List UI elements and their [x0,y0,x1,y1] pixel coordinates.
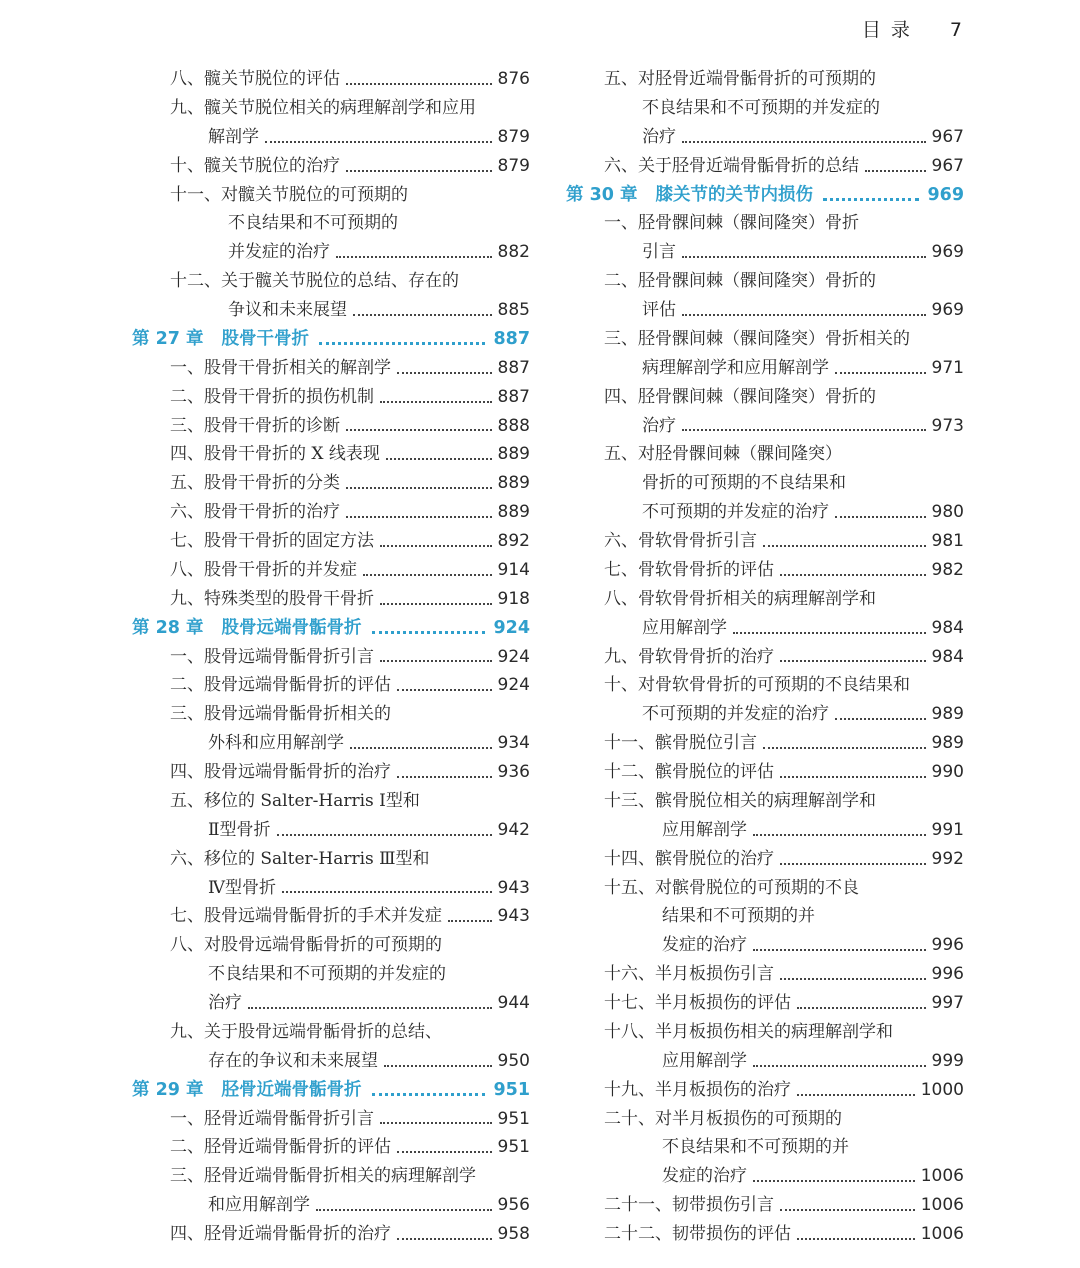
toc-entry[interactable] [566,729,964,758]
entry-title: 评估 [642,300,676,320]
entry-title: 十一、对髋关节脱位的可预期的 [170,184,408,205]
entry-title: 四、胫骨近端骨骺骨折的治疗 [170,1224,391,1244]
toc-entry[interactable] [132,729,530,758]
page-number: 999 [931,1050,964,1071]
page-number: 973 [931,415,964,436]
entry-title: 八、股骨干骨折的并发症 [170,559,357,580]
toc-entry[interactable] [132,296,530,325]
entry-title: 五、对胫骨近端骨骺骨折的可预期的 [604,69,876,89]
toc-entry[interactable] [132,1162,530,1191]
leader-dots [363,573,492,576]
entry-title: 六、股骨干骨折的治疗 [170,502,340,523]
toc-entry[interactable] [132,816,530,845]
leader-dots [780,573,926,576]
toc-entry[interactable] [132,1191,530,1220]
page-number: 876 [497,69,530,89]
chapter-title: 胫骨近端骨骺骨折 [221,1079,362,1100]
leader-dots [780,775,926,778]
entry-title: Ⅱ型骨折 [208,819,271,840]
page-number: 889 [497,444,530,465]
toc-entry[interactable] [132,700,530,729]
toc-entry[interactable] [132,65,530,94]
page-number: 924 [497,646,530,667]
toc-entry[interactable] [132,469,530,498]
entry-title: 十九、半月板损伤的治疗 [604,1079,791,1100]
leader-dots [780,977,926,980]
leader-dots [397,688,492,691]
leader-dots [753,1064,926,1067]
entry-title: 五、股骨干骨折的分类 [170,473,340,494]
entry-title: 二十一、韧带损伤引言 [604,1195,774,1216]
leader-dots [353,313,492,316]
page-number: 996 [931,935,964,956]
leader-dots [346,82,492,85]
leader-dots [346,486,492,489]
entry-title: 九、特殊类型的股骨干骨折 [170,588,374,609]
leader-dots [823,197,919,201]
toc-entry[interactable] [132,123,530,152]
page-number: 971 [931,357,964,378]
toc-entry[interactable] [566,498,964,527]
toc-entry[interactable] [566,585,964,614]
entry-title: 引言 [642,242,676,263]
page-number: 924 [493,617,530,638]
leader-dots [350,746,492,749]
toc-entry[interactable] [566,960,964,989]
entry-title: 十八、半月板损伤相关的病理解剖学和 [604,1021,893,1042]
toc-entry[interactable] [566,296,964,325]
toc-entry[interactable] [566,1162,964,1191]
toc-entry[interactable] [566,700,964,729]
entry-title: 治疗 [642,126,676,147]
header-title: 目 录 [861,19,912,41]
leader-dots [763,544,926,547]
entry-title: 不良结果和不可预期的 [228,213,398,234]
entry-title: 十七、半月板损伤的评估 [604,993,791,1013]
entry-title: 一、胫骨近端骨骺骨折引言 [170,1108,374,1129]
entry-title: 解剖学 [208,126,259,147]
entry-title: 不可预期的并发症的治疗 [642,502,829,523]
page-number: 967 [931,126,964,147]
toc-entry[interactable] [132,1047,530,1076]
leader-dots [753,1179,915,1182]
leader-dots [780,1208,915,1211]
toc-entry[interactable] [566,1220,964,1249]
leader-dots [835,515,926,518]
toc-entry[interactable] [566,1047,964,1076]
toc-left-column [132,65,530,1249]
toc-entry[interactable] [566,65,964,94]
entry-title: 应用解剖学 [662,1050,747,1071]
toc-entry[interactable] [566,1105,964,1134]
toc-entry[interactable] [132,267,530,296]
chapter-title: 股骨远端骨骺骨折 [221,617,362,638]
page-header [862,15,964,42]
entry-title: 应用解剖学 [662,819,747,840]
page-number: 969 [931,300,964,320]
page-number: 969 [931,242,964,263]
toc-chapter[interactable] [566,181,964,210]
entry-title: 九、关于股骨远端骨骺骨折的总结、 [170,1021,442,1042]
toc-entry[interactable] [566,1076,964,1105]
leader-dots [397,1150,492,1153]
entry-title: 七、股骨远端骨骺骨折的手术并发症 [170,906,442,927]
toc-entry[interactable] [132,643,530,672]
entry-title: 病理解剖学和应用解剖学 [642,357,829,378]
page-number: 879 [497,126,530,147]
leader-dots [265,140,492,143]
leader-dots [346,428,492,431]
entry-title: 八、髋关节脱位的评估 [170,69,340,89]
leader-dots [384,1064,492,1067]
toc-entry[interactable] [132,989,530,1018]
entry-title: 十五、对髌骨脱位的可预期的不良 [604,877,859,898]
entry-title: 发症的治疗 [662,1166,747,1187]
entry-title: 七、股骨干骨折的固定方法 [170,531,374,551]
leader-dots [248,1006,492,1009]
leader-dots [380,659,492,662]
toc-chapter[interactable] [132,325,530,354]
leader-dots [380,602,492,605]
toc-entry[interactable] [132,787,530,816]
entry-title: 四、胫骨髁间棘（髁间隆突）骨折的 [604,386,876,407]
toc-right-column [566,65,964,1249]
entry-title: 二、胫骨髁间棘（髁间隆突）骨折的 [604,271,876,292]
chapter-number: 第 28 章 [132,617,204,638]
leader-dots [780,862,926,865]
entry-title: 不良结果和不可预期的并发症的 [208,964,446,985]
leader-dots [797,1006,926,1009]
page-number: 984 [931,646,964,667]
entry-title: 七、骨软骨骨折的评估 [604,559,774,580]
page-number: 943 [497,906,530,927]
entry-title: 九、髋关节脱位相关的病理解剖学和应用 [170,97,476,118]
toc-entry[interactable] [566,469,964,498]
entry-title: 结果和不可预期的并 [662,906,815,927]
entry-title: 八、骨软骨骨折相关的病理解剖学和 [604,588,876,609]
leader-dots [380,400,492,403]
toc-entry[interactable] [132,152,530,181]
toc-entry[interactable] [132,902,530,931]
page-number: 958 [497,1224,530,1244]
page-number: 1006 [920,1195,964,1216]
leader-dots [386,457,492,460]
page-number: 887 [497,386,530,407]
toc-entry[interactable] [566,614,964,643]
entry-title: 十一、髌骨脱位引言 [604,733,757,754]
leader-dots [380,1121,492,1124]
entry-title: Ⅳ型骨折 [208,877,276,898]
toc-entry[interactable] [566,874,964,903]
leader-dots [380,544,492,547]
page-number: 889 [497,502,530,523]
page-number: 950 [497,1050,530,1071]
toc-entry[interactable] [132,209,530,238]
toc-chapter[interactable] [132,1076,530,1105]
leader-dots [733,631,926,634]
toc-entry[interactable] [566,354,964,383]
toc-entry[interactable] [132,758,530,787]
chapter-number: 第 29 章 [132,1079,204,1100]
page-number: 943 [497,877,530,898]
toc-entry[interactable] [566,412,964,441]
page-number: 982 [931,559,964,580]
leader-dots [682,313,926,316]
entry-title: 三、胫骨髁间棘（髁间隆突）骨折相关的 [604,328,910,349]
toc-entry[interactable] [566,989,964,1018]
toc-entry[interactable] [566,238,964,267]
leader-dots [753,948,926,951]
entry-title: 十三、髌骨脱位相关的病理解剖学和 [604,790,876,811]
toc-entry[interactable] [566,267,964,296]
toc-entry[interactable] [132,1220,530,1249]
entry-title: 十、髋关节脱位的治疗 [170,155,340,176]
entry-title: 不可预期的并发症的治疗 [642,704,829,725]
page-number: 1006 [920,1166,964,1187]
leader-dots [277,833,492,836]
entry-title: 治疗 [208,993,242,1013]
page-number: 914 [497,559,530,580]
toc-entry[interactable] [566,758,964,787]
toc-entry[interactable] [132,585,530,614]
leader-dots [372,630,486,634]
toc-entry[interactable] [132,1018,530,1047]
entry-title: 不良结果和不可预期的并 [662,1137,849,1158]
page-number: 956 [497,1195,530,1216]
leader-dots [282,890,492,893]
leader-dots [346,515,492,518]
leader-dots [753,833,926,836]
entry-title: 二十、对半月板损伤的可预期的 [604,1108,842,1129]
toc-entry[interactable] [132,440,530,469]
page-number: 1006 [920,1224,964,1244]
leader-dots [397,775,492,778]
entry-title: 二、胫骨近端骨骺骨折的评估 [170,1137,391,1158]
entry-title: 十六、半月板损伤引言 [604,964,774,985]
toc-entry[interactable] [132,354,530,383]
page-number: 989 [931,733,964,754]
toc-entry[interactable] [132,931,530,960]
page-number: 1000 [920,1079,964,1100]
entry-title: 五、移位的 Salter-Harris Ⅰ型和 [170,790,420,811]
page-number: 997 [931,993,964,1013]
chapter-title: 膝关节的关节内损伤 [655,184,814,205]
entry-title: 治疗 [642,415,676,436]
toc-entry[interactable] [132,527,530,556]
page-number: 885 [497,300,530,320]
entry-title: 外科和应用解剖学 [208,733,344,754]
page-number: 942 [497,819,530,840]
toc-entry[interactable] [132,181,530,210]
page-number: 934 [497,733,530,754]
toc-entry[interactable] [132,1105,530,1134]
leader-dots [319,341,485,345]
entry-title: 一、胫骨髁间棘（髁间隆突）骨折 [604,213,859,234]
page-number: 990 [931,762,964,782]
entry-title: 八、对股骨远端骨骺骨折的可预期的 [170,935,442,956]
toc-chapter[interactable] [132,614,530,643]
toc-entry[interactable] [566,440,964,469]
toc-entry[interactable] [566,671,964,700]
page-number: 991 [931,819,964,840]
page-number: 936 [497,762,530,782]
toc-entry[interactable] [132,94,530,123]
page-number: 889 [497,473,530,494]
toc-entry[interactable] [132,498,530,527]
page-number: 989 [931,704,964,725]
entry-title: 二十二、韧带损伤的评估 [604,1224,791,1244]
toc-entry[interactable] [132,671,530,700]
leader-dots [372,1092,486,1096]
entry-title: 十二、髌骨脱位的评估 [604,762,774,782]
entry-title: 六、关于胫骨近端骨骺骨折的总结 [604,155,859,176]
toc-entry[interactable] [566,643,964,672]
leader-dots [346,169,492,172]
page-number: 980 [931,502,964,523]
entry-title: 不良结果和不可预期的并发症的 [642,97,880,118]
page-number: 992 [931,848,964,869]
toc-entry[interactable] [566,209,964,238]
leader-dots [316,1208,492,1211]
page-number: 951 [497,1108,530,1129]
entry-title: 并发症的治疗 [228,242,330,263]
toc-entry[interactable] [132,556,530,585]
page-number: 951 [497,1137,530,1158]
entry-title: 一、股骨远端骨骺骨折引言 [170,646,374,667]
toc-entry[interactable] [566,325,964,354]
leader-dots [797,1237,915,1240]
entry-title: 和应用解剖学 [208,1195,310,1216]
entry-title: 十二、关于髋关节脱位的总结、存在的 [170,271,459,292]
entry-title: 九、骨软骨骨折的治疗 [604,646,774,667]
page-number: 882 [497,242,530,263]
header-page-number: 7 [949,19,964,41]
page-number: 984 [931,617,964,638]
page-number: 944 [497,993,530,1013]
entry-title: 六、骨软骨骨折引言 [604,531,757,551]
toc-entry[interactable] [132,412,530,441]
leader-dots [682,255,926,258]
entry-title: 发症的治疗 [662,935,747,956]
leader-dots [682,140,926,143]
page-number: 981 [931,531,964,551]
leader-dots [797,1093,915,1096]
page-number: 888 [497,415,530,436]
toc-entry[interactable] [566,787,964,816]
toc-entry[interactable] [566,931,964,960]
toc-entry[interactable] [132,1133,530,1162]
entry-title: 三、股骨干骨折的诊断 [170,415,340,436]
leader-dots [397,1237,492,1240]
toc-entry[interactable] [566,383,964,412]
toc-entry[interactable] [566,902,964,931]
entry-title: 四、股骨干骨折的 X 线表现 [170,444,380,465]
entry-title: 争议和未来展望 [228,300,347,320]
toc-entry[interactable] [566,1133,964,1162]
toc-entry[interactable] [566,152,964,181]
toc-entry[interactable] [566,94,964,123]
toc-entry[interactable] [566,1018,964,1047]
chapter-number: 第 27 章 [132,328,204,349]
leader-dots [397,371,492,374]
toc-entry[interactable] [566,123,964,152]
page-number: 887 [497,357,530,378]
entry-title: 四、股骨远端骨骺骨折的治疗 [170,762,391,782]
page-number: 887 [493,328,530,349]
entry-title: 六、移位的 Salter-Harris Ⅲ型和 [170,848,430,869]
page-number: 951 [493,1079,530,1100]
page-number: 918 [497,588,530,609]
leader-dots [835,371,926,374]
toc-entry[interactable] [132,960,530,989]
leader-dots [763,746,926,749]
toc-entry[interactable] [132,383,530,412]
leader-dots [336,255,492,258]
entry-title: 骨折的可预期的不良结果和 [642,473,846,494]
entry-title: 五、对胫骨髁间棘（髁间隆突） [604,444,842,465]
chapter-title: 股骨干骨折 [221,328,310,349]
entry-title: 三、股骨远端骨骺骨折相关的 [170,704,391,725]
page-number: 967 [931,155,964,176]
chapter-number: 第 30 章 [566,184,638,205]
toc-entry[interactable] [566,1191,964,1220]
leader-dots [835,717,926,720]
leader-dots [865,169,926,172]
toc-entry[interactable] [132,845,530,874]
entry-title: 存在的争议和未来展望 [208,1050,378,1071]
toc-entry[interactable] [132,238,530,267]
page-number: 879 [497,155,530,176]
entry-title: 二、股骨干骨折的损伤机制 [170,386,374,407]
entry-title: 十四、髌骨脱位的治疗 [604,848,774,869]
toc-entry[interactable] [132,874,530,903]
entry-title: 一、股骨干骨折相关的解剖学 [170,357,391,378]
toc-entry[interactable] [566,527,964,556]
leader-dots [780,659,926,662]
toc-entry[interactable] [566,556,964,585]
entry-title: 三、胫骨近端骨骺骨折相关的病理解剖学 [170,1166,476,1187]
toc-entry[interactable] [566,816,964,845]
leader-dots [682,428,926,431]
entry-title: 应用解剖学 [642,617,727,638]
entry-title: 十、对骨软骨骨折的可预期的不良结果和 [604,675,910,696]
toc-entry[interactable] [566,845,964,874]
page-number: 969 [927,184,964,205]
page-number: 924 [497,675,530,696]
entry-title: 二、股骨远端骨骺骨折的评估 [170,675,391,696]
page-number: 996 [931,964,964,985]
page-number: 892 [497,531,530,551]
leader-dots [448,919,492,922]
